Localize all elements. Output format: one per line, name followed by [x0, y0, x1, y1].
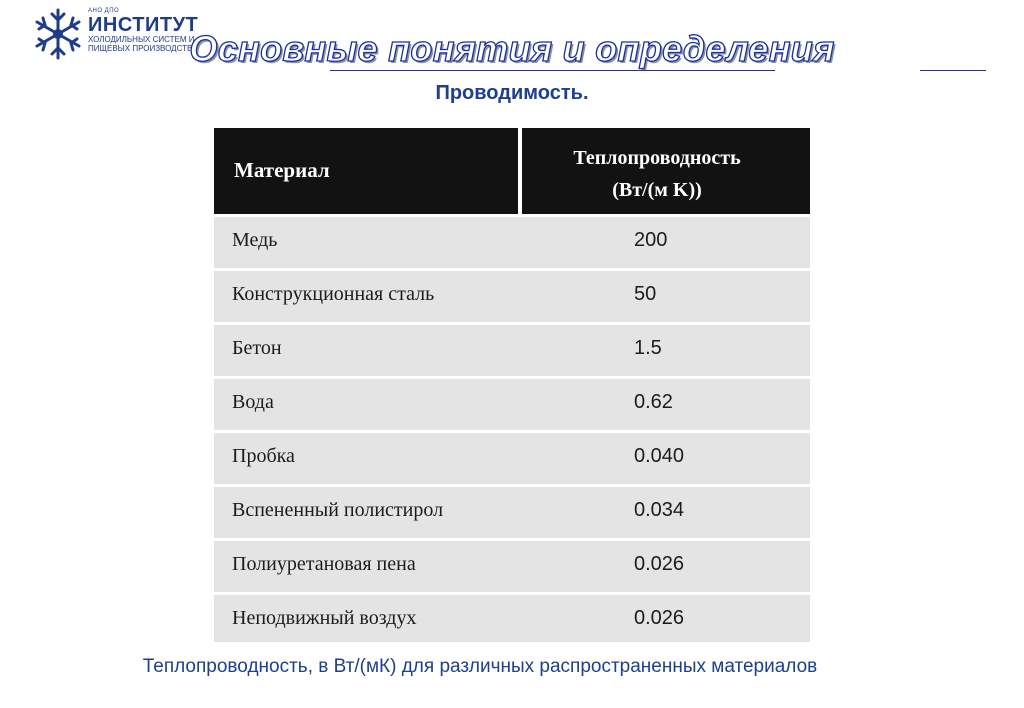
header-conductivity-line1: Теплопроводность	[573, 147, 741, 169]
table-row	[214, 271, 810, 322]
table-row	[214, 325, 810, 376]
title-underline-gap	[775, 69, 920, 72]
row-value: 0.034	[634, 499, 685, 521]
row-material: Вспененный полистирол	[232, 499, 444, 521]
row-value: 1.5	[634, 337, 662, 359]
row-material: Полиуретановая пена	[232, 553, 416, 575]
row-material: Неподвижный воздух	[232, 607, 417, 629]
conductivity-table	[214, 128, 810, 642]
table-header	[214, 128, 810, 214]
header-material: Материал	[234, 158, 330, 182]
logo-org-form: АНО ДПО	[88, 8, 120, 14]
logo-line-1: ХОЛОДИЛЬНЫХ СИСТЕМ И	[88, 35, 195, 44]
row-material: Пробка	[232, 445, 295, 467]
row-material: Конструкционная сталь	[232, 283, 435, 305]
row-value: 200	[634, 229, 668, 251]
table-row	[214, 217, 810, 268]
row-value: 0.040	[634, 445, 685, 467]
row-value: 0.026	[634, 553, 685, 575]
header-conductivity	[532, 142, 782, 206]
row-material: Медь	[232, 229, 278, 251]
logo-institute: ИНСТИТУТ	[88, 14, 199, 36]
logo-line-2: ПИЩЕВЫХ ПРОИЗВОДСТВ	[88, 44, 193, 53]
table-caption: Теплопроводность, в Вт/(мК) для различных распространенных материалов	[142, 656, 818, 677]
row-material: Бетон	[232, 337, 282, 359]
header-conductivity-line2: (Вт/(м K))	[612, 179, 702, 201]
table-row	[214, 433, 810, 484]
row-value: 50	[634, 283, 657, 305]
table-row	[214, 595, 810, 642]
row-value: 0.026	[634, 607, 685, 629]
slide-title: Основные понятия и определения	[189, 28, 835, 69]
table-row	[214, 487, 810, 538]
header-divider	[518, 128, 522, 214]
row-material: Вода	[232, 391, 274, 413]
slide-subtitle: Проводимость.	[435, 82, 589, 104]
row-value: 0.62	[634, 391, 673, 413]
table-row	[214, 379, 810, 430]
table-row	[214, 541, 810, 592]
